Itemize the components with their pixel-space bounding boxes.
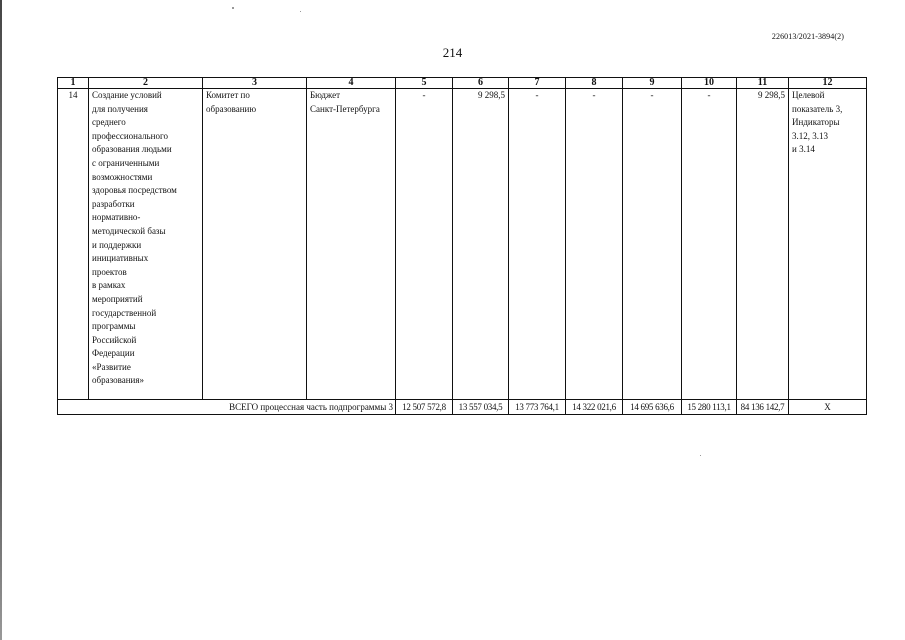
funding-source-line: Бюджет [310, 90, 341, 100]
description-line: и поддержки [92, 239, 142, 250]
description-line: инициативных [92, 253, 149, 264]
row-number: 14 [58, 89, 89, 400]
description-line: методической базы [92, 225, 166, 236]
indicator-line: Индикаторы [792, 117, 840, 128]
indicator-line: Целевой [792, 90, 825, 100]
column-header: 7 [509, 78, 566, 89]
description-line: для получения [92, 103, 148, 114]
total-label: ВСЕГО процессная часть подпрограммы 3 [58, 400, 396, 415]
total-col-10: 15 280 113,1 [682, 400, 737, 415]
total-col-12: Х [789, 400, 867, 415]
description-line: здоровья посредством [92, 185, 177, 196]
table-header-row [58, 78, 867, 89]
total-col-6: 13 557 034,5 [453, 400, 509, 415]
column-header: 10 [682, 78, 737, 89]
column-header: 2 [89, 78, 203, 89]
description-line: с ограниченными [92, 157, 160, 168]
column-header: 6 [453, 78, 509, 89]
column-header: 4 [307, 78, 396, 89]
value-col-5: - [396, 89, 453, 400]
description-line: Российской [92, 334, 137, 345]
description-line: нормативно- [92, 212, 141, 223]
total-col-7: 13 773 764,1 [509, 400, 566, 415]
executor-line: образованию [206, 103, 257, 114]
value-col-10: - [682, 89, 737, 400]
column-header: 8 [566, 78, 623, 89]
description-line: программы [92, 321, 136, 332]
executor-line: Комитет по [206, 90, 250, 100]
description-line: мероприятий [92, 293, 143, 304]
scan-speck [232, 7, 234, 9]
indicator-cell [789, 89, 867, 400]
description-line: в рамках [92, 280, 126, 291]
description-line: «Развитие [92, 361, 131, 372]
description-line: образования» [92, 375, 144, 386]
indicator-line: и 3.14 [792, 144, 815, 155]
total-col-5: 12 507 572,8 [396, 400, 453, 415]
measure-description [89, 89, 203, 400]
description-line: образования людьми [92, 144, 172, 155]
document-id: 226013/2021-3894(2) [771, 32, 844, 41]
value-col-9: - [623, 89, 682, 400]
column-header: 1 [58, 78, 89, 89]
total-col-8: 14 322 021,6 [566, 400, 623, 415]
executor-cell [203, 89, 307, 400]
scan-edge-artifact [0, 0, 2, 640]
description-line: Федерации [92, 348, 135, 359]
program-table [57, 77, 867, 415]
total-col-11: 84 136 142,7 [737, 400, 789, 415]
total-row [58, 400, 867, 415]
description-line: среднего [92, 117, 126, 128]
scan-speck [700, 455, 701, 456]
page-number: 214 [442, 45, 463, 60]
table-row [58, 89, 867, 400]
indicator-line: показатель 3, [792, 103, 843, 114]
column-header: 3 [203, 78, 307, 89]
description-line: Создание условий [92, 90, 162, 100]
funding-source-line: Санкт-Петербурга [310, 103, 380, 114]
description-line: государственной [92, 307, 157, 318]
value-col-11: 9 298,5 [737, 89, 789, 400]
column-header: 9 [623, 78, 682, 89]
indicator-line: 3.12, 3.13 [792, 130, 828, 141]
column-header: 5 [396, 78, 453, 89]
column-header: 11 [737, 78, 789, 89]
value-col-8: - [566, 89, 623, 400]
total-col-9: 14 695 636,6 [623, 400, 682, 415]
description-line: возможностями [92, 171, 153, 182]
value-col-7: - [509, 89, 566, 400]
funding-source-cell [307, 89, 396, 400]
value-col-6: 9 298,5 [453, 89, 509, 400]
column-header: 12 [789, 78, 867, 89]
description-line: профессионального [92, 130, 168, 141]
description-line: разработки [92, 198, 135, 209]
description-line: проектов [92, 266, 127, 277]
scan-speck [300, 11, 301, 12]
